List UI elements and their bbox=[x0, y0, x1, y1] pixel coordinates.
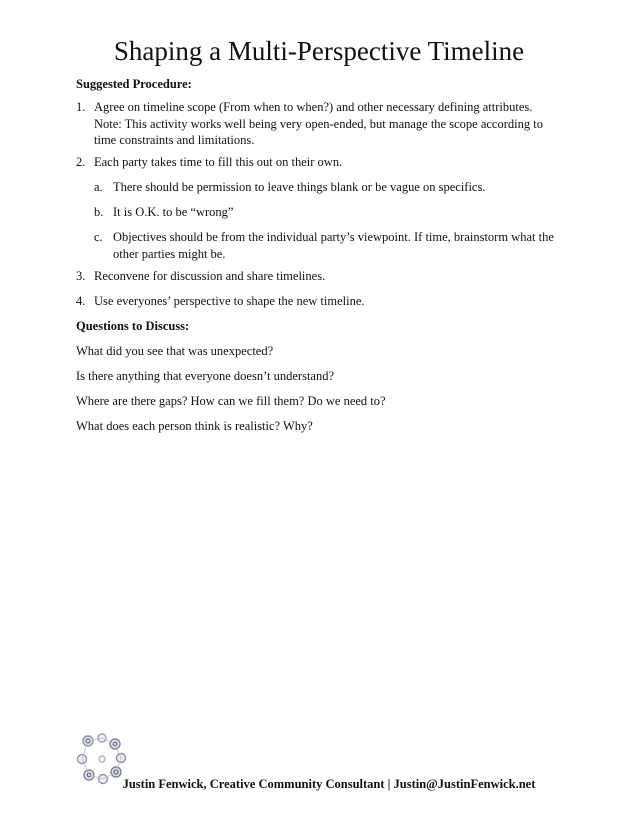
substep-letter: c. bbox=[94, 230, 103, 244]
substep-text: There should be permission to leave things blank or be vague on specifics. bbox=[113, 180, 486, 194]
step-number: 4. bbox=[76, 294, 86, 308]
questions-heading: Questions to Discuss: bbox=[76, 319, 190, 333]
question-1: What did you see that was unexpected? bbox=[76, 344, 274, 358]
question-4: What does each person think is realistic? Why? bbox=[76, 419, 313, 433]
substep-letter: b. bbox=[94, 205, 104, 219]
step-text: Agree on timeline scope (From when to when?) and other necessary defining attributes. Note: This activity works well being very open-ended, but manage the scope according to time constraints and limitations. bbox=[94, 100, 543, 147]
question-3: Where are there gaps? How can we fill them? Do we need to? bbox=[76, 394, 386, 408]
page-title: Shaping a Multi-Perspective Timeline bbox=[113, 36, 525, 66]
step-text: Use everyones’ perspective to shape the new timeline. bbox=[94, 294, 365, 308]
substep-letter: a. bbox=[94, 180, 103, 194]
question-2: Is there anything that everyone doesn’t understand? bbox=[76, 369, 335, 383]
step-number: 3. bbox=[76, 269, 86, 283]
step-number: 2. bbox=[76, 155, 86, 169]
substep-text: Objectives should be from the individual party’s viewpoint. If time, brainstorm what the other parties might be. bbox=[113, 230, 554, 261]
footer-contact: Justin Fenwick, Creative Community Consultant | Justin@JustinFenwick.net bbox=[122, 777, 536, 791]
step-text: Reconvene for discussion and share timelines. bbox=[94, 269, 326, 283]
substep-text: It is O.K. to be “wrong” bbox=[113, 205, 234, 219]
step-text: Each party takes time to fill this out on their own. bbox=[94, 155, 343, 169]
procedure-heading: Suggested Procedure: bbox=[76, 77, 192, 91]
step-number: 1. bbox=[76, 100, 86, 114]
